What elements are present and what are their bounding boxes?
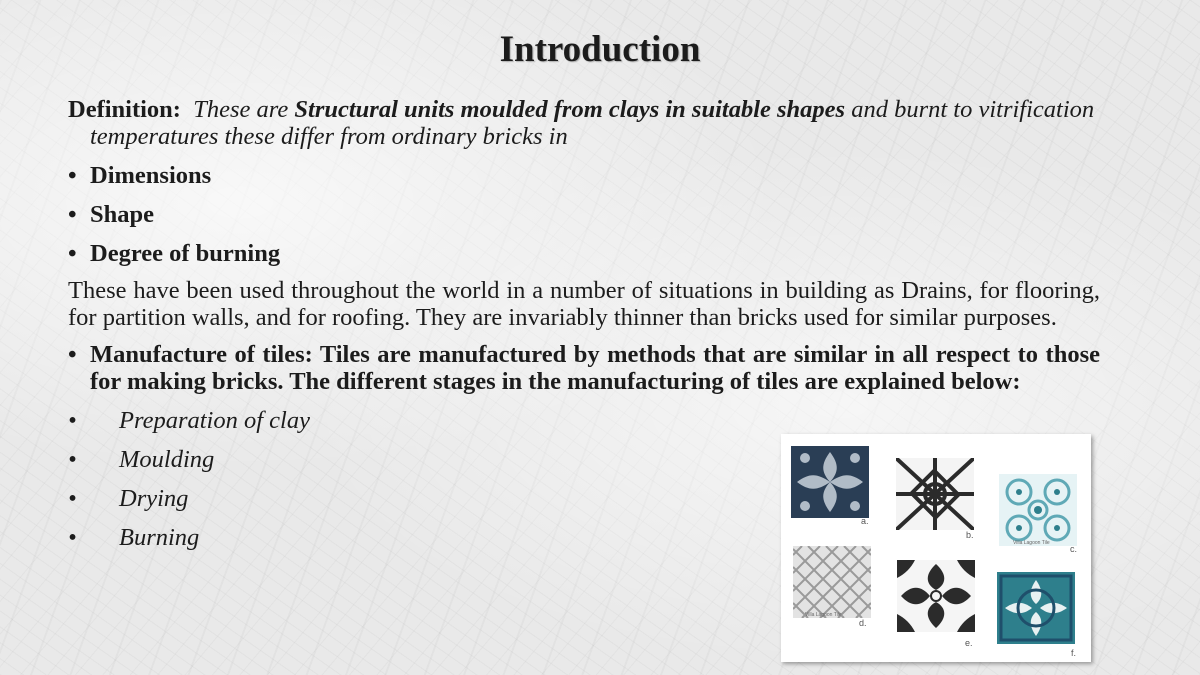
bullet-icon: • — [68, 201, 77, 228]
difference-item — [68, 201, 1100, 228]
manufacture-item — [68, 341, 1100, 395]
definition-text-start: These are — [193, 96, 295, 123]
definition-label: Definition: — [68, 96, 181, 123]
definition-text-end: and burnt to vitrification temperatures these differ from ordinary bricks in — [90, 96, 1095, 150]
bullet-icon: • — [68, 162, 77, 189]
difference-item — [68, 240, 1100, 267]
tile-label: c. — [1070, 544, 1078, 554]
tile-sample-f — [997, 572, 1075, 644]
definition-emphasis: Structural units moulded from clays in suitable shapes — [294, 96, 846, 123]
tile-caption: Villa Lagoon Tile — [1013, 540, 1050, 546]
slide-title: Introduction — [499, 29, 701, 70]
tile-sample-a — [791, 446, 869, 518]
difference-item — [68, 162, 1100, 189]
usage-paragraph: These have been used throughout the world in a number of situations in building as Drains, for flooring, for partition walls, and for roofing. They are invariably thinner than bricks used for similar purposes. — [68, 277, 1100, 331]
tile-sample-e — [897, 560, 975, 632]
bullet-icon: • — [68, 446, 77, 473]
manufacture-text: Manufacture of tiles: Tiles are manufactured by methods that are similar in all respect to those for making bricks. The different stages in the manufacturing of tiles are explained below: — [90, 341, 1100, 395]
tile-sample-c — [999, 474, 1077, 546]
tile-label: f. — [1071, 648, 1077, 658]
definition-paragraph — [68, 96, 1100, 150]
tile-label: e. — [965, 638, 973, 648]
tile-caption: Villa Lagoon Tile — [805, 612, 842, 618]
tile-sample-d — [793, 546, 871, 618]
tile-label: a. — [861, 516, 869, 526]
bullet-icon: • — [68, 407, 77, 434]
stage-label: Drying — [119, 485, 189, 512]
tile-label: b. — [966, 530, 974, 540]
bullet-icon: • — [68, 341, 77, 368]
bullet-icon: • — [68, 240, 77, 267]
stage-label: Burning — [119, 524, 200, 551]
stage-item — [68, 407, 1100, 434]
stage-label: Moulding — [119, 446, 215, 473]
difference-label: Dimensions — [90, 162, 212, 189]
stage-label: Preparation of clay — [119, 407, 310, 434]
tile-sample-b — [896, 458, 974, 530]
bullet-icon: • — [68, 485, 77, 512]
difference-label: Degree of burning — [90, 240, 281, 267]
difference-label: Shape — [90, 201, 155, 228]
tile-label: d. — [859, 618, 867, 628]
bullet-icon: • — [68, 524, 77, 551]
tile-samples-image — [781, 434, 1091, 662]
